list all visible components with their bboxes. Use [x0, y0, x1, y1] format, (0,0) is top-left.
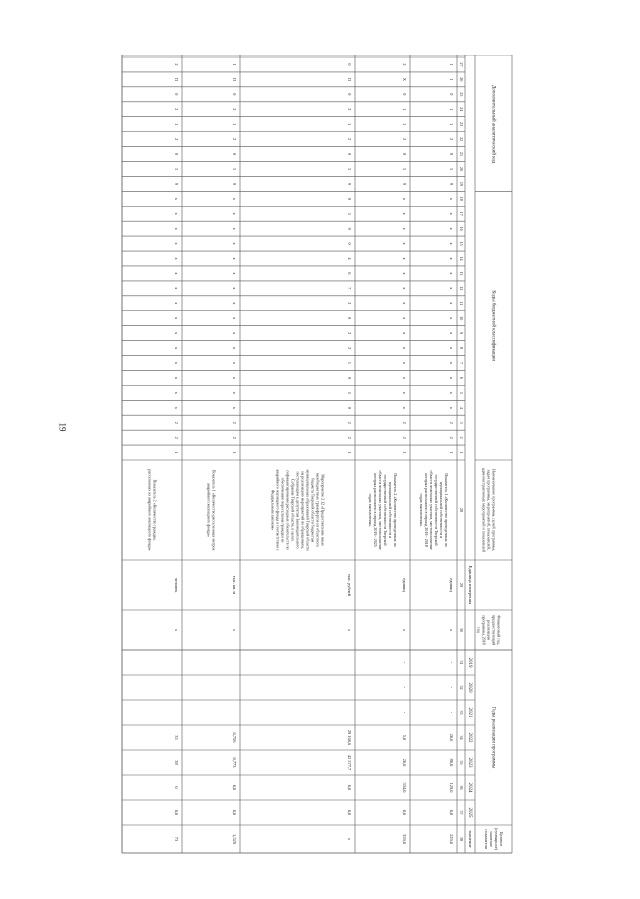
- row-4-code-1: 1: [232, 451, 238, 454]
- row-3-code-19: 9: [347, 182, 353, 185]
- row-1-code-9: х: [449, 332, 455, 335]
- text-line: на реализацию мероприятий по обращениям,: [300, 471, 306, 549]
- text-line: реализации: [486, 620, 492, 640]
- row-3-code-25: 0: [347, 93, 353, 96]
- row-5-code-1: 1: [174, 451, 180, 454]
- row-5-code-12: х: [174, 287, 180, 290]
- row-2-code-10: х: [402, 317, 408, 320]
- column-number-8: 8: [459, 347, 465, 350]
- column-number-33: 33: [459, 710, 465, 715]
- row-3-code-23: 1: [347, 123, 353, 126]
- row-3-total: х: [346, 837, 352, 841]
- row-3-code-12: 7: [347, 287, 353, 290]
- row-5-code-11: х: [174, 302, 180, 305]
- row-1-code-14: х: [449, 257, 455, 260]
- row-1-code-10: х: [449, 317, 455, 320]
- text-line: административных мероприятий и показателей: [481, 467, 487, 553]
- row-4-base: х: [231, 628, 237, 632]
- row-4-code-24: 2: [232, 108, 238, 111]
- row-2-code-19: 9: [402, 182, 408, 185]
- total-value-header: значение: [467, 830, 473, 848]
- column-number-29: 29: [459, 583, 465, 587]
- column-number-32: 32: [459, 685, 465, 690]
- row-1-code-21: 0: [449, 152, 455, 156]
- column-number-10: 10: [459, 316, 465, 321]
- program-table: [110, 55, 530, 855]
- year-label-2021: 2021: [466, 707, 472, 718]
- row-5-code-20: 3: [174, 167, 180, 170]
- row-5-name: [148, 469, 158, 550]
- row-2-code-16: х: [402, 227, 408, 230]
- text-line: межбюджетных трансфертов из областного: [315, 472, 321, 548]
- row-3-year-2023: 42 577,7: [346, 754, 352, 771]
- row-5-base: х: [173, 628, 179, 632]
- column-number-4: 4: [459, 406, 465, 409]
- column-number-22: 22: [459, 137, 465, 142]
- row-3-code-9: 2: [347, 332, 353, 335]
- row-2-code-20: 3: [402, 167, 408, 170]
- row-1-code-13: х: [449, 272, 455, 275]
- text-line: год: [476, 627, 482, 633]
- text-line: которых расположено в период 2019 - 2018: [424, 473, 430, 547]
- row-1-code-25: 0: [449, 93, 455, 96]
- row-2-code-18: х: [402, 197, 408, 200]
- row-2-code-8: х: [402, 347, 408, 350]
- year-label-2024: 2024: [466, 782, 472, 793]
- row-3-code-11: 2: [347, 302, 353, 305]
- row-5-year-2022: 35: [173, 735, 179, 740]
- row-4-unit: тыс. кв. м: [231, 575, 237, 595]
- row-3-code-13: 6: [347, 272, 353, 275]
- row-3-code-1: 1: [347, 451, 353, 454]
- row-2-year-2022: 5,0: [401, 734, 407, 741]
- unit-column-header: Единица измерения: [467, 565, 473, 605]
- column-number-27: 27: [459, 62, 465, 67]
- column-number-19: 19: [459, 181, 465, 186]
- row-4-code-21: 0: [232, 152, 238, 156]
- row-5-code-5: х: [174, 391, 180, 394]
- row-2-year-2023: 20,0: [401, 758, 407, 767]
- row-5-code-21: 0: [174, 152, 180, 156]
- column-number-12: 12: [459, 286, 465, 291]
- column-number-2: 2: [459, 436, 465, 439]
- text-line: Показатель 1 «Количество проведенных по: [444, 473, 450, 547]
- row-1-code-7: х: [449, 361, 455, 365]
- row-3-code-18: 0: [347, 197, 353, 200]
- column-number-35: 35: [459, 760, 465, 765]
- row-4-year-2023: 0,773: [231, 757, 237, 768]
- row-4-code-12: х: [232, 287, 238, 290]
- row-5-code-26: П: [174, 77, 180, 81]
- text-line: расселенных из аварийного жилищного фонда»: [147, 469, 153, 551]
- row-4-code-2: 2: [232, 436, 238, 439]
- row-4-code-17: х: [232, 212, 238, 215]
- column-number-31: 31: [459, 660, 465, 665]
- text-line: аварийного жилищного фонда»: [206, 483, 212, 537]
- row-2-code-15: х: [402, 242, 408, 245]
- row-5-code-9: х: [174, 332, 180, 335]
- row-4-year-2022: 0,756: [231, 732, 237, 743]
- row-4-code-5: х: [232, 391, 238, 394]
- text-line: поступающим к депутатам Законодательного: [295, 471, 301, 549]
- row-4-code-9: х: [232, 332, 238, 335]
- row-4-code-8: х: [232, 347, 238, 350]
- row-1-code-4: х: [449, 406, 455, 409]
- column-number-6: 6: [459, 376, 465, 379]
- row-3-code-26: П: [347, 77, 353, 81]
- row-3-year-2025: 0,0: [346, 809, 352, 816]
- row-3-code-14: 4: [347, 257, 353, 260]
- row-3-code-8: 2: [347, 347, 353, 350]
- row-3-name: [271, 469, 326, 551]
- column-number-11: 11: [459, 301, 465, 306]
- row-1-code-1: 1: [449, 451, 455, 454]
- row-1-year-2019: -: [448, 661, 454, 664]
- row-4-code-18: х: [232, 197, 238, 200]
- row-2-base: х: [401, 628, 407, 632]
- row-4-code-26: П: [232, 77, 238, 81]
- row-5-code-27: 2: [174, 63, 180, 66]
- row-2-code-4: х: [402, 406, 408, 409]
- row-2-code-7: х: [402, 361, 408, 365]
- text-line: государственной собственности Тверской: [434, 474, 440, 546]
- program-codes-header: Дополнительный аналитический код: [490, 84, 496, 164]
- year-label-2023: 2023: [466, 757, 472, 768]
- row-5-year-2025: 0,0: [173, 809, 179, 816]
- text-line: которых расположено в период 2019 - 2025: [373, 473, 379, 547]
- row-4-code-7: х: [232, 361, 238, 365]
- row-5-year-2023: 38: [173, 760, 179, 765]
- text-line: муниципальной собственности и: [388, 481, 394, 539]
- row-4-year-2024: 0,0: [231, 784, 237, 791]
- row-1-code-27: 1: [449, 63, 455, 66]
- text-line: Показатель 1 «Количество расселенных метров: [211, 469, 217, 551]
- row-5-total: 73: [173, 836, 179, 842]
- row-5-year-2024: 0: [173, 786, 179, 789]
- row-4-code-25: 0: [232, 93, 238, 96]
- row-2-code-11: х: [402, 302, 408, 305]
- row-1-code-26: 1: [449, 78, 455, 81]
- row-1-total: 229,0: [448, 834, 454, 844]
- row-1-code-24: 1: [449, 108, 455, 111]
- row-1-year-2025: 0,0: [448, 809, 454, 816]
- row-2-code-5: х: [402, 391, 408, 394]
- year-label-2020: 2020: [466, 682, 472, 693]
- row-5-code-3: 2: [174, 421, 180, 424]
- row-5-code-17: х: [174, 212, 180, 215]
- row-1-code-20: 3: [449, 167, 455, 170]
- row-1-code-22: 2: [449, 138, 455, 141]
- row-1-year-2023: 80,0: [448, 758, 454, 767]
- row-3-code-17: 3: [347, 212, 353, 215]
- page-number: 19: [57, 422, 68, 432]
- row-5-code-6: х: [174, 376, 180, 379]
- text-line: Целевое: [499, 831, 505, 847]
- row-4-code-22: 2: [232, 138, 238, 141]
- row-4-code-23: 1: [232, 123, 238, 126]
- row-5-code-4: х: [174, 406, 180, 409]
- text-line: Показатель 2 «Количество проведенных по: [393, 473, 399, 547]
- row-1-code-3: 2: [449, 421, 455, 424]
- row-1-code-17: х: [449, 212, 455, 215]
- text-line: Мероприятие 2.12 «Предоставление иных: [320, 474, 326, 546]
- row-1-code-12: х: [449, 287, 455, 290]
- row-3-code-27: 0: [347, 63, 353, 66]
- year-label-2025: 2025: [466, 807, 472, 818]
- column-number-25: 25: [459, 92, 465, 97]
- row-4-code-11: х: [232, 302, 238, 305]
- row-4-name: [207, 470, 217, 551]
- row-3-code-4: 0: [347, 406, 353, 409]
- row-1-year-2022: 20,0: [448, 733, 454, 742]
- text-line: задач программы, мероприятий, показателей,: [486, 469, 492, 551]
- row-1-code-8: х: [449, 347, 455, 350]
- row-4-code-19: 9: [232, 182, 238, 185]
- row-4-code-15: х: [232, 242, 238, 245]
- row-1-unit: единиц: [448, 578, 454, 592]
- row-3-year-2024: 0,0: [346, 784, 352, 791]
- row-2-year-2021: -: [401, 711, 407, 714]
- text-line: Федеральным законом»: [270, 489, 276, 531]
- row-3-base: х: [346, 628, 352, 632]
- row-5-code-14: х: [174, 257, 180, 260]
- column-number-20: 20: [459, 166, 465, 171]
- row-2-year-2019: -: [401, 661, 407, 664]
- row-2-code-12: х: [402, 287, 408, 290]
- row-3-code-10: 0: [347, 317, 353, 320]
- row-2-year-2020: -: [401, 686, 407, 689]
- column-number-18: 18: [459, 196, 465, 201]
- row-5-code-19: 9: [174, 182, 180, 185]
- row-2-code-2: 2: [402, 436, 408, 439]
- row-1-year-2020: -: [448, 686, 454, 689]
- row-3-code-2: 2: [347, 436, 353, 439]
- column-number-38: 38: [459, 837, 465, 841]
- row-1-name: [419, 470, 449, 549]
- row-3-code-20: 3: [347, 167, 353, 170]
- row-2-code-1: 1: [402, 451, 408, 454]
- column-number-36: 36: [459, 785, 465, 790]
- row-2-code-14: х: [402, 257, 408, 260]
- row-1-code-11: х: [449, 302, 455, 305]
- row-3-code-21: 0: [347, 152, 353, 156]
- row-5-code-13: х: [174, 272, 180, 275]
- text-line: годах выполнения»: [419, 493, 425, 527]
- text-line: Показатель 2 «Количество граждан,: [152, 479, 158, 541]
- row-2-code-13: х: [402, 272, 408, 275]
- column-number-13: 13: [459, 271, 465, 276]
- column-number-7: 7: [459, 361, 465, 364]
- text-line: годах выполнения»: [368, 493, 374, 527]
- row-5-code-24: 2: [174, 108, 180, 111]
- row-1-code-23: 1: [449, 123, 455, 126]
- row-3-unit: тыс. рублей: [346, 574, 352, 596]
- text-line: Собрания Тверской области, в целях: [290, 478, 296, 542]
- row-2-code-17: х: [402, 212, 408, 215]
- row-4-code-27: 1: [232, 63, 238, 66]
- column-number-37: 37: [459, 810, 465, 815]
- text-line: государственной собственности Тверской: [383, 474, 389, 546]
- row-2-code-23: 1: [402, 123, 408, 126]
- text-line: обеспечению переселения граждан из: [280, 477, 286, 543]
- row-4-year-2025: 0,0: [231, 809, 237, 816]
- row-1-base: х: [448, 628, 454, 632]
- row-3-code-5: 5: [347, 391, 353, 394]
- row-1-code-15: х: [449, 242, 455, 245]
- column-number-21: 21: [459, 152, 465, 157]
- text-line: Финансовый год,: [496, 615, 502, 645]
- name-column-header: [482, 468, 497, 553]
- text-line: (суммарное): [494, 827, 500, 851]
- row-5-code-8: х: [174, 347, 180, 350]
- column-number-17: 17: [459, 211, 465, 216]
- text-line: области земельных участков, местоположение: [378, 470, 384, 550]
- row-3-code-15: 0: [347, 242, 353, 245]
- row-4-code-16: х: [232, 227, 238, 230]
- base-year-column-header: [477, 615, 502, 646]
- column-number-23: 23: [459, 122, 465, 127]
- column-number-26: 26: [459, 77, 465, 82]
- row-2-code-22: 2: [402, 138, 408, 141]
- column-number-15: 15: [459, 241, 465, 246]
- text-line: бюджета Тверской области бюджетам: [310, 477, 316, 543]
- row-5-code-18: х: [174, 197, 180, 200]
- row-1-year-2024: 129,0: [448, 782, 454, 793]
- column-number-34: 34: [459, 735, 465, 740]
- year-label-2019: 2019: [466, 657, 472, 668]
- column-number-3: 3: [459, 421, 465, 424]
- row-1-code-5: х: [449, 391, 455, 394]
- text-line: показателя: [484, 829, 490, 849]
- row-4-code-20: 3: [232, 167, 238, 170]
- row-4-code-10: х: [232, 317, 238, 320]
- row-2-code-9: х: [402, 332, 408, 335]
- table-cells: [148, 62, 504, 850]
- row-5-code-15: х: [174, 242, 180, 245]
- text-line: муниципальных образований Тверской области: [305, 469, 311, 551]
- column-number-16: 16: [459, 226, 465, 231]
- column-number-24: 24: [459, 107, 465, 112]
- row-5-code-16: х: [174, 227, 180, 230]
- row-3-year-2022: 29 166,6: [346, 729, 352, 746]
- row-3-code-7: 1: [347, 361, 353, 365]
- row-3-code-6: 0: [347, 376, 353, 379]
- row-2-code-21: 0: [402, 152, 408, 156]
- row-4-code-6: х: [232, 376, 238, 379]
- row-4-code-14: х: [232, 257, 238, 260]
- column-number-28: 28: [459, 508, 465, 512]
- row-2-code-24: 1: [402, 108, 408, 111]
- text-line: предшествующий: [491, 614, 497, 646]
- budget-codes-header: Коды бюджетной классификации: [490, 290, 496, 362]
- row-5-code-25: 0: [174, 93, 180, 96]
- years-header: Годы реализации программы: [490, 706, 496, 769]
- row-5-code-23: 1: [174, 123, 180, 126]
- row-2-name: [368, 470, 398, 549]
- text-line: Наименование программы, целей программы,: [491, 468, 497, 552]
- row-5-unit: человек: [173, 577, 179, 593]
- row-3-code-22: 2: [347, 138, 353, 141]
- row-2-total: 359,0: [401, 834, 407, 844]
- text-line: муниципальной собственности и: [439, 481, 445, 539]
- row-4-code-4: х: [232, 406, 238, 409]
- row-4-total: 1,529: [231, 834, 237, 844]
- column-number-9: 9: [459, 332, 465, 335]
- row-2-unit: единиц: [401, 578, 407, 592]
- column-number-5: 5: [459, 391, 465, 394]
- year-label-2022: 2022: [466, 732, 472, 743]
- row-2-code-26: Х: [402, 77, 408, 81]
- text-line: значение: [489, 831, 495, 847]
- row-1-code-16: х: [449, 227, 455, 230]
- row-3-code-3: 2: [347, 421, 353, 424]
- row-3-code-24: 2: [347, 108, 353, 111]
- row-5-code-2: 2: [174, 436, 180, 439]
- row-1-code-2: 2: [449, 436, 455, 439]
- row-1-code-18: х: [449, 197, 455, 200]
- row-4-code-13: х: [232, 272, 238, 275]
- row-5-code-10: х: [174, 317, 180, 320]
- row-2-code-3: 2: [402, 421, 408, 424]
- column-number-1: 1: [459, 451, 465, 454]
- text-line: программы, 2018: [481, 615, 487, 645]
- row-2-code-27: 2: [402, 63, 408, 66]
- row-3-code-16: 9: [347, 227, 353, 230]
- target-header: [484, 828, 504, 851]
- row-2-code-25: 0: [402, 93, 408, 96]
- row-1-year-2021: -: [448, 711, 454, 714]
- row-4-code-3: 2: [232, 421, 238, 424]
- row-5-code-7: х: [174, 361, 180, 365]
- row-5-code-22: 2: [174, 138, 180, 141]
- text-line: области земельных участков, местоположение: [429, 470, 435, 550]
- column-number-30: 30: [459, 628, 465, 632]
- row-2-year-2024: 334,0: [401, 782, 407, 793]
- text-line: аварийного жилищного фонда в соответствии с: [275, 469, 281, 551]
- row-1-code-19: 9: [449, 182, 455, 185]
- text-line: софинансирования расходных обязательств по: [285, 470, 291, 550]
- row-2-code-6: х: [402, 376, 408, 379]
- column-number-14: 14: [459, 256, 465, 261]
- row-1-code-6: х: [449, 376, 455, 379]
- row-2-year-2025: 0,0: [401, 809, 407, 816]
